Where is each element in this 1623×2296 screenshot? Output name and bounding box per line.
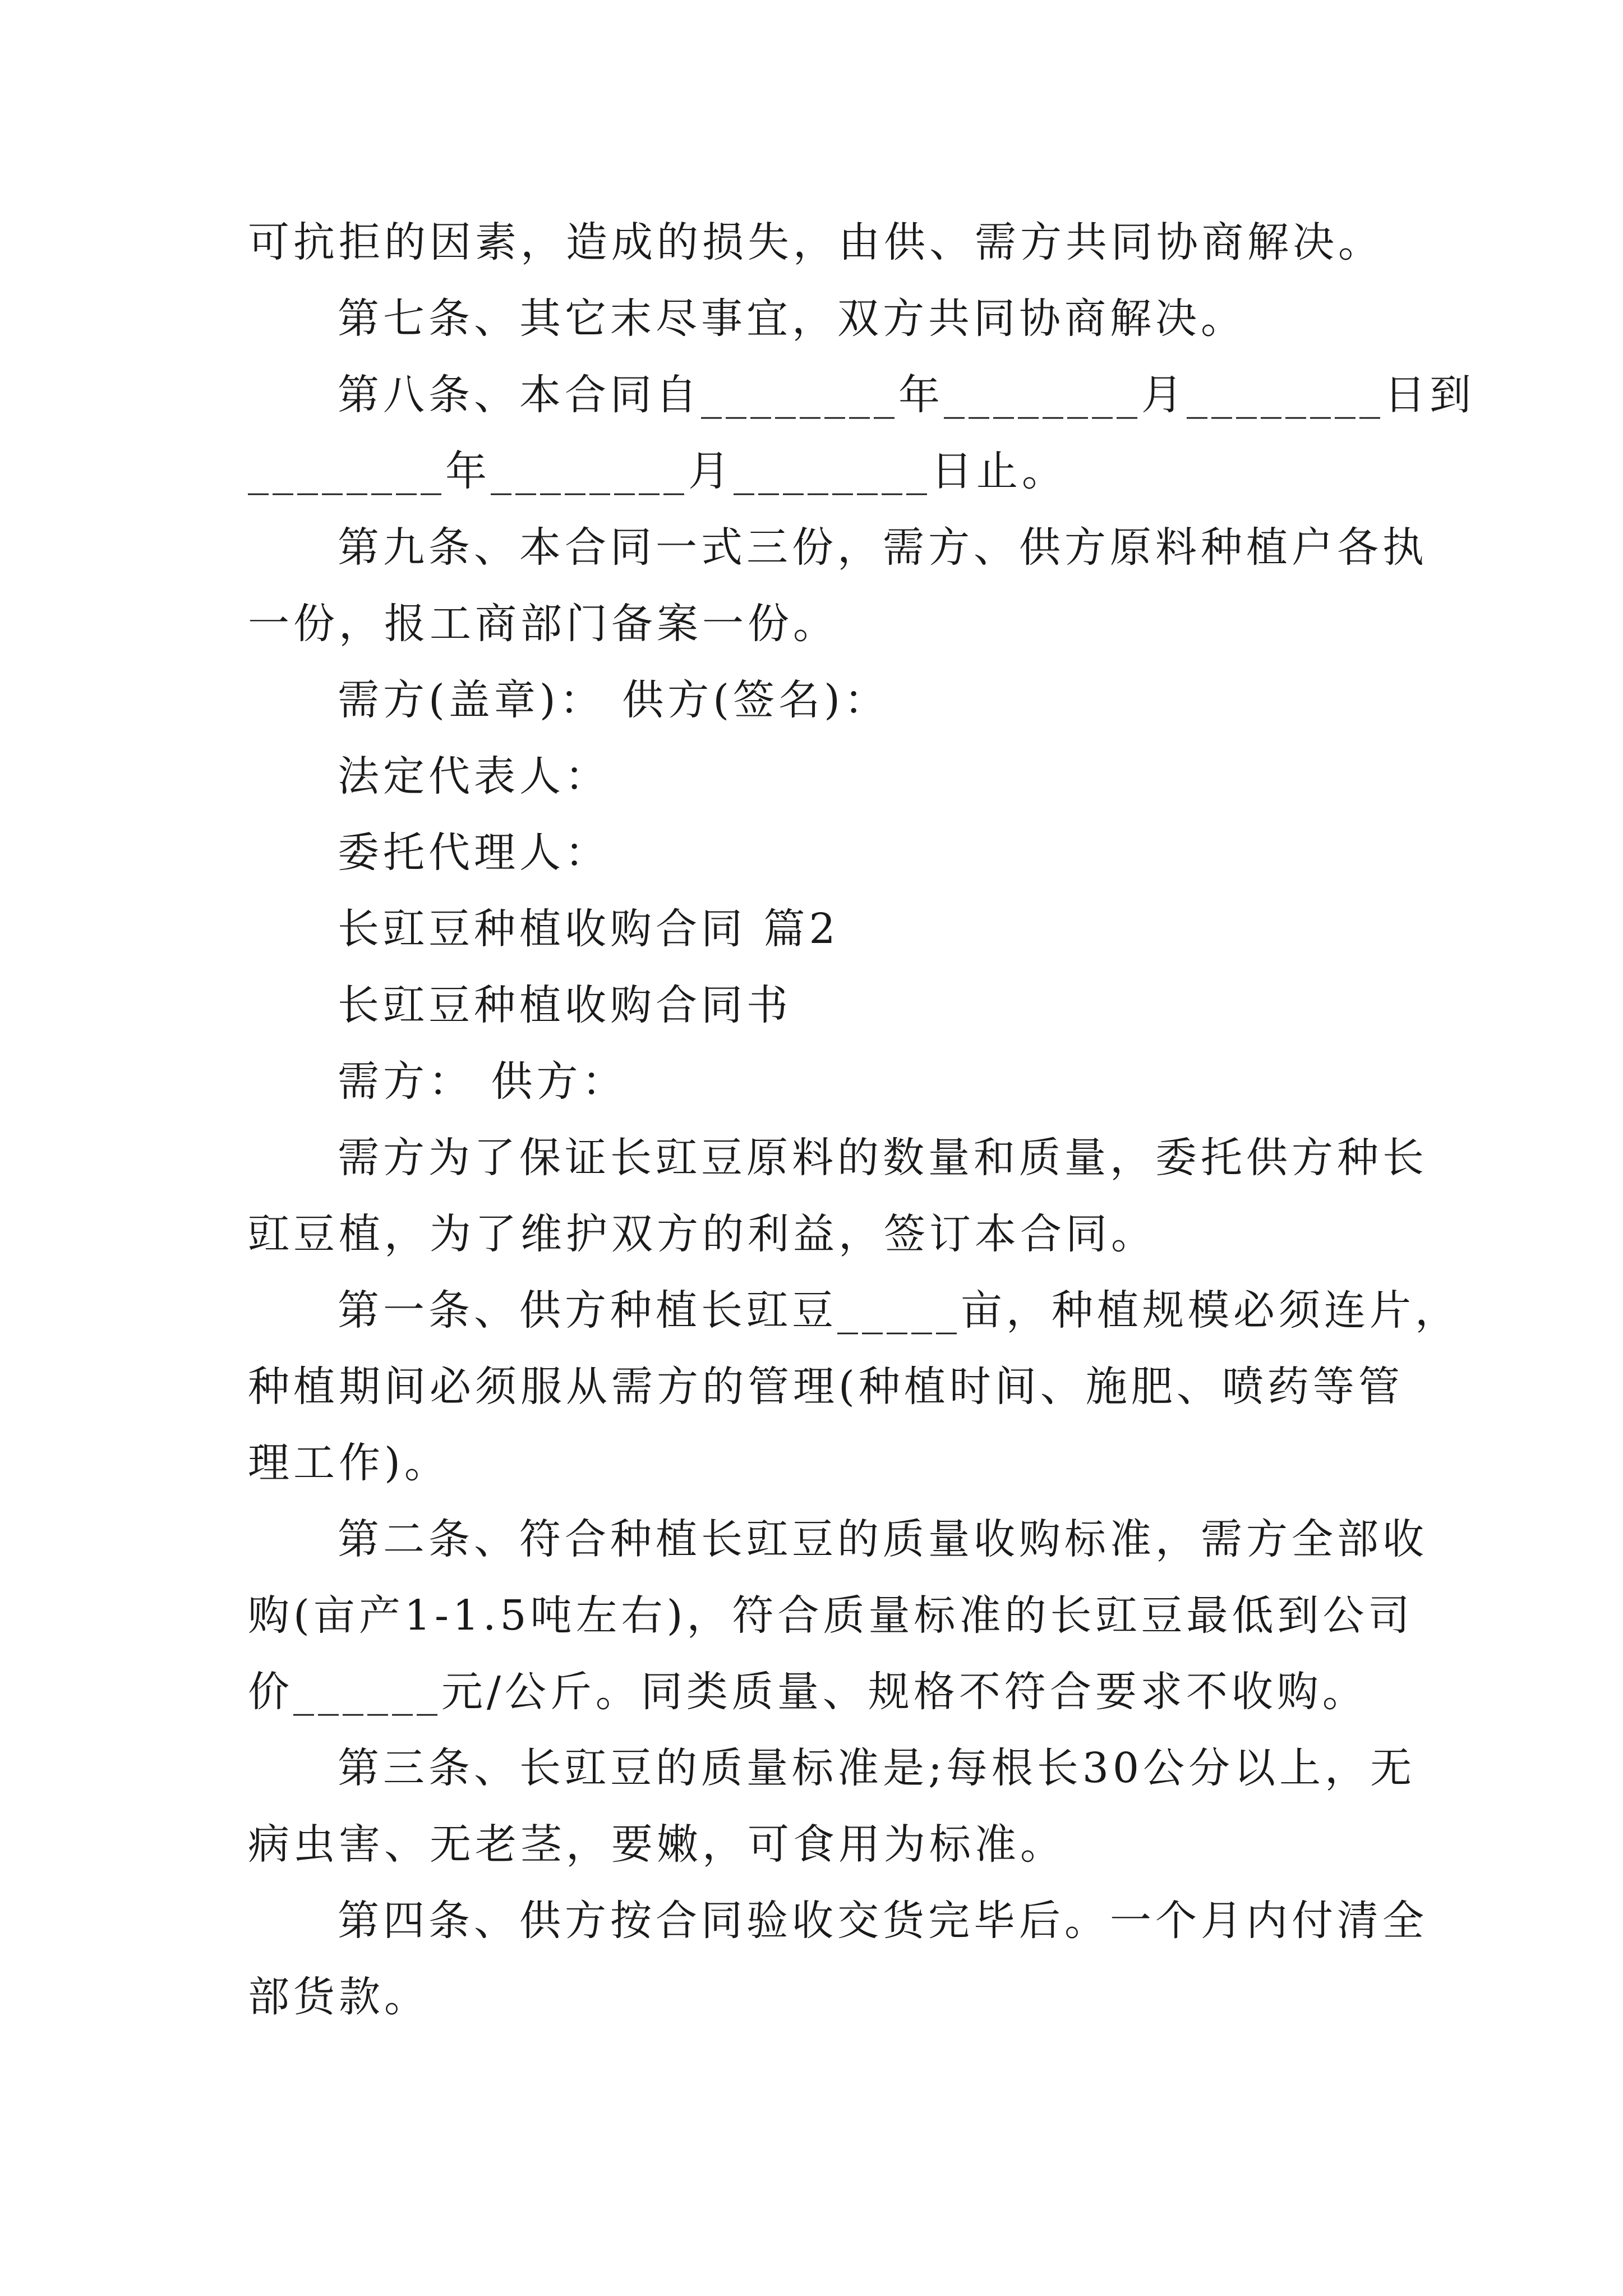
text-line: 购(亩产1-1.5吨左右)，符合质量标准的长豇豆最低到公司: [248, 1591, 1414, 1640]
text-line: 第八条、本合同自________年________月________日到: [338, 371, 1475, 419]
text-line: 需方为了保证长豇豆原料的数量和质量，委托供方种长: [338, 1134, 1428, 1182]
legal-representative-line: 法定代表人：: [338, 752, 610, 800]
text-line: 第二条、符合种植长豇豆的质量收购标准，需方全部收: [338, 1515, 1428, 1563]
text-line: 豇豆植，为了维护双方的利益，签订本合同。: [248, 1210, 1156, 1258]
text-line: 部货款。: [248, 1973, 430, 2021]
text-line: 第四条、供方按合同验收交货完毕后。一个月内付清全: [338, 1897, 1428, 1945]
signature-parties-line: 需方(盖章)： 供方(签名)：: [338, 676, 890, 724]
text-line: ________年________月________日止。: [248, 447, 1067, 495]
text-line: 可抗拒的因素，造成的损失，由供、需方共同协商解决。: [248, 218, 1384, 266]
text-line: 第一条、供方种植长豇豆_____亩，种植规模必须连片，: [338, 1286, 1460, 1335]
text-line: 一份，报工商部门备案一份。: [248, 600, 838, 648]
authorized-agent-line: 委托代理人：: [338, 829, 610, 877]
contract-title: 长豇豆种植收购合同书: [338, 981, 792, 1029]
text-line: 病虫害、无老茎，要嫩，可食用为标准。: [248, 1820, 1066, 1869]
text-line: 种植期间必须服从需方的管理(种植时间、施肥、喷药等管: [248, 1363, 1404, 1411]
text-line: 第九条、本合同一式三份，需方、供方原料种植户各执: [338, 523, 1428, 572]
text-line: 价______元/公斤。同类质量、规格不符合要求不收购。: [248, 1668, 1368, 1716]
text-line: 第三条、长豇豆的质量标准是;每根长30公分以上，无: [338, 1744, 1416, 1792]
section-title: 长豇豆种植收购合同 篇2: [338, 905, 840, 953]
text-line: 理工作)。: [248, 1439, 450, 1487]
text-line: 第七条、其它末尽事宜，双方共同协商解决。: [338, 295, 1246, 343]
parties-line: 需方： 供方：: [338, 1057, 628, 1106]
